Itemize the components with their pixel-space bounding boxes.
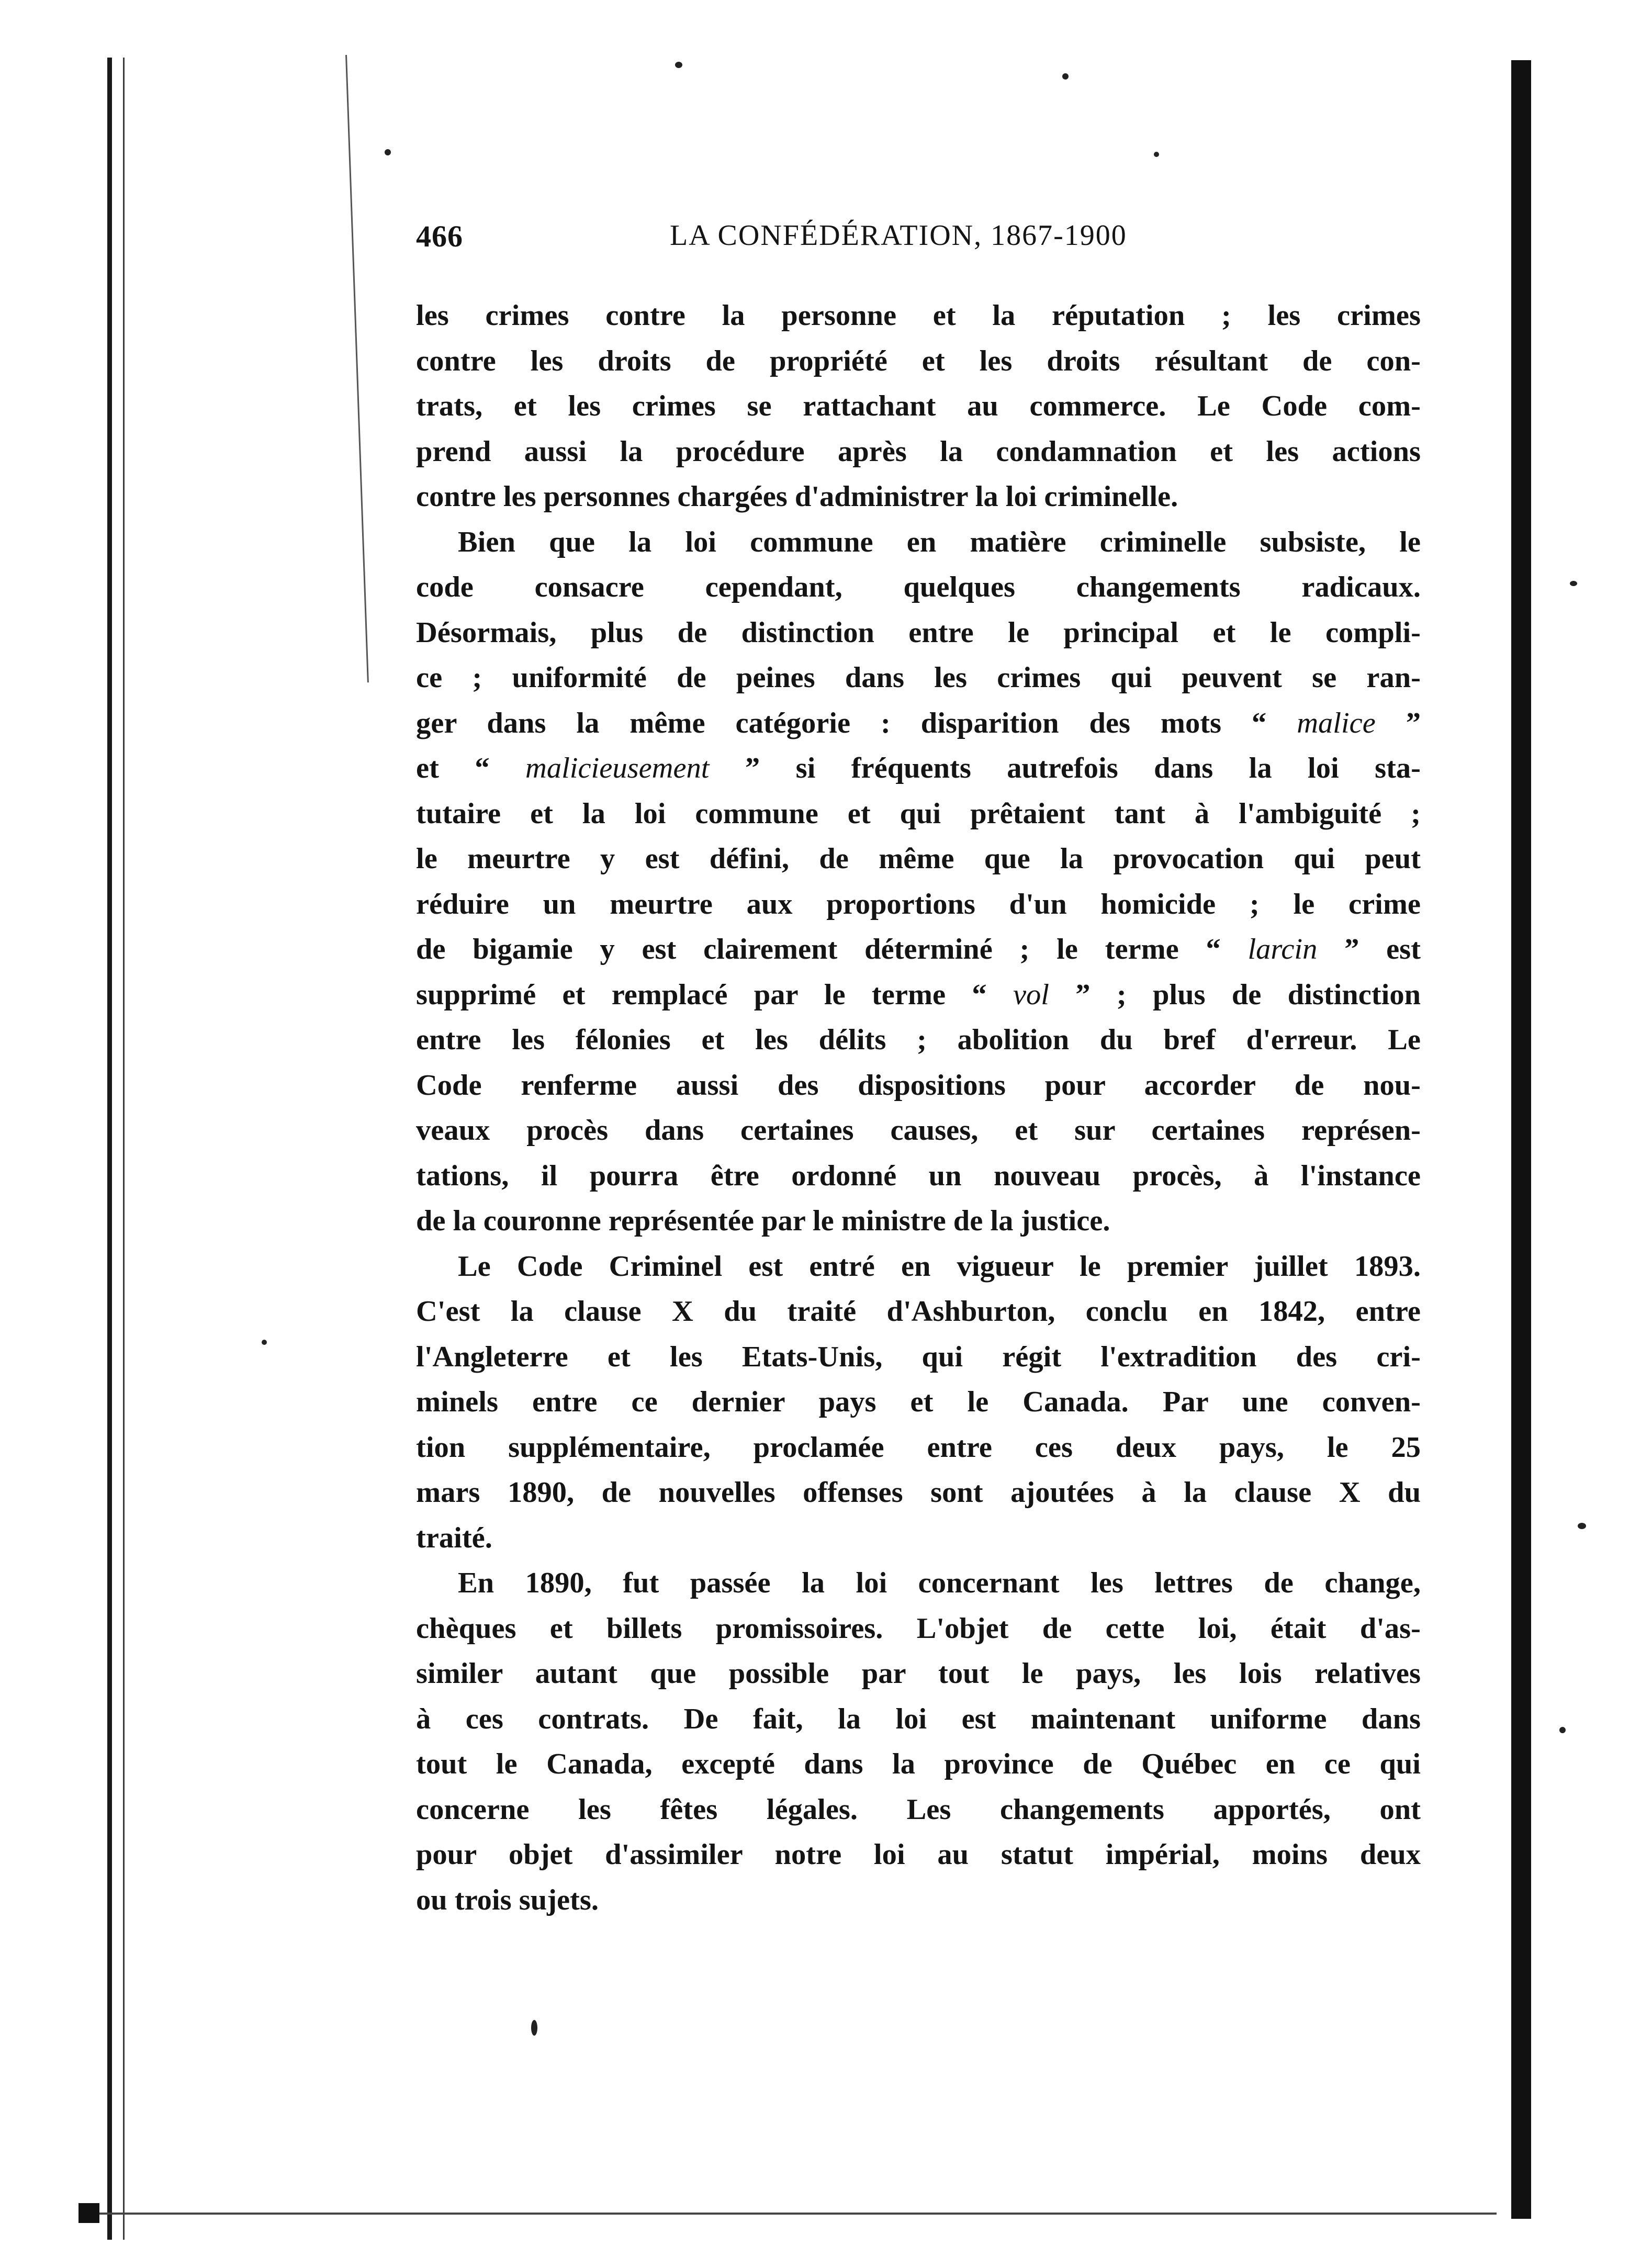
- text-line: Le Code Criminel est entré en vigueur le premier juillet 1893.: [458, 1250, 1421, 1283]
- scan-speck: [1062, 73, 1069, 80]
- text-line: prend aussi la procédure après la condamnation et les actions: [416, 435, 1421, 468]
- text-line: tations, il pourra être ordonné un nouveau procès, à l'instance: [416, 1159, 1421, 1192]
- text-line: tout le Canada, excepté dans la province de Québec en ce qui: [416, 1748, 1421, 1780]
- text-line: et “ malicieusement ” si fréquents autrefois dans la loi sta-: [416, 752, 1421, 784]
- scan-speck: [675, 62, 682, 68]
- text-line: entre les félonies et les délits ; abolition du bref d'erreur. Le: [416, 1024, 1421, 1056]
- text-line: ce ; uniformité de peines dans les crimes qui peuvent se ran-: [416, 661, 1421, 694]
- text-line: mars 1890, de nouvelles offenses sont ajoutées à la clause X du: [416, 1476, 1421, 1509]
- text-line: supprimé et remplacé par le terme “ vol ” ; plus de distinction: [416, 978, 1421, 1011]
- paragraph: [416, 1560, 1421, 1923]
- text-line: concerne les fêtes légales. Les changements apportés, ont: [416, 1793, 1421, 1826]
- page-header: [416, 219, 1175, 271]
- text-line: contre les droits de propriété et les droits résultant de con-: [416, 344, 1421, 377]
- text-line: pour objet d'assimiler notre loi au statut impérial, moins deux: [416, 1838, 1421, 1871]
- text-line: code consacre cependant, quelques changements radicaux.: [416, 571, 1421, 603]
- text-line: C'est la clause X du traité d'Ashburton, conclu en 1842, entre: [416, 1295, 1421, 1328]
- text-line: contre les personnes chargées d'administrer la loi criminelle.: [416, 480, 1178, 513]
- text-line: l'Angleterre et les Etats-Unis, qui régit l'extradition des cri-: [416, 1340, 1421, 1373]
- text-line: de la couronne représentée par le ministre de la justice.: [416, 1205, 1110, 1237]
- text-line: tutaire et la loi commune et qui prêtaient tant à l'ambiguité ;: [416, 797, 1421, 830]
- paragraph: [416, 293, 1421, 520]
- scan-speck: [1559, 1727, 1566, 1733]
- binding-edge: [107, 58, 112, 2240]
- running-head: LA CONFÉDÉRATION, 1867-1900: [670, 219, 1127, 252]
- scan-speck: [385, 149, 391, 155]
- scan-speck: [1570, 581, 1577, 586]
- text-line: ou trois sujets.: [416, 1883, 599, 1916]
- text-line: Désormais, plus de distinction entre le principal et le compli-: [416, 616, 1421, 649]
- text-line: trats, et les crimes se rattachant au commerce. Le Code com-: [416, 390, 1421, 422]
- scan-speck: [531, 2020, 537, 2036]
- text-line: minels entre ce dernier pays et le Canada. Par une conven-: [416, 1386, 1421, 1418]
- body-text: [416, 293, 1421, 1923]
- corner-mark: [78, 2203, 99, 2223]
- scan-speck: [1578, 1523, 1586, 1529]
- text-line: veaux procès dans certaines causes, et sur certaines représen-: [416, 1114, 1421, 1147]
- text-line: les crimes contre la personne et la réputation ; les crimes: [416, 299, 1421, 332]
- text-line: le meurtre y est défini, de même que la provocation qui peut: [416, 843, 1421, 875]
- text-line: chèques et billets promissoires. L'objet de cette loi, était d'as-: [416, 1612, 1421, 1645]
- text-line: de bigamie y est clairement déterminé ; le terme “ larcin ” est: [416, 933, 1421, 965]
- gutter-line: [345, 55, 369, 682]
- text-line: En 1890, fut passée la loi concernant les lettres de change,: [458, 1567, 1421, 1599]
- text-line: réduire un meurtre aux proportions d'un homicide ; le crime: [416, 888, 1421, 920]
- bottom-rule: [84, 2213, 1497, 2215]
- scan-speck: [262, 1340, 267, 1345]
- text-line: à ces contrats. De fait, la loi est maintenant uniforme dans: [416, 1702, 1421, 1735]
- text-line: Bien que la loi commune en matière criminelle subsiste, le: [458, 525, 1421, 558]
- text-line: traité.: [416, 1521, 492, 1554]
- page-number: 466: [416, 219, 463, 253]
- text-line: similer autant que possible par tout le pays, les lois relatives: [416, 1657, 1421, 1690]
- scan-speck: [1154, 152, 1159, 157]
- paragraph: [416, 1244, 1421, 1561]
- text-line: tion supplémentaire, proclamée entre ces deux pays, le 25: [416, 1431, 1421, 1464]
- text-line: ger dans la même catégorie : disparition des mots “ malice ”: [416, 706, 1421, 739]
- paragraph: [416, 520, 1421, 1244]
- binding-edge-line: [123, 58, 125, 2240]
- text-line: Code renferme aussi des dispositions pour accorder de nou-: [416, 1069, 1421, 1102]
- page-edge: [1511, 60, 1531, 2219]
